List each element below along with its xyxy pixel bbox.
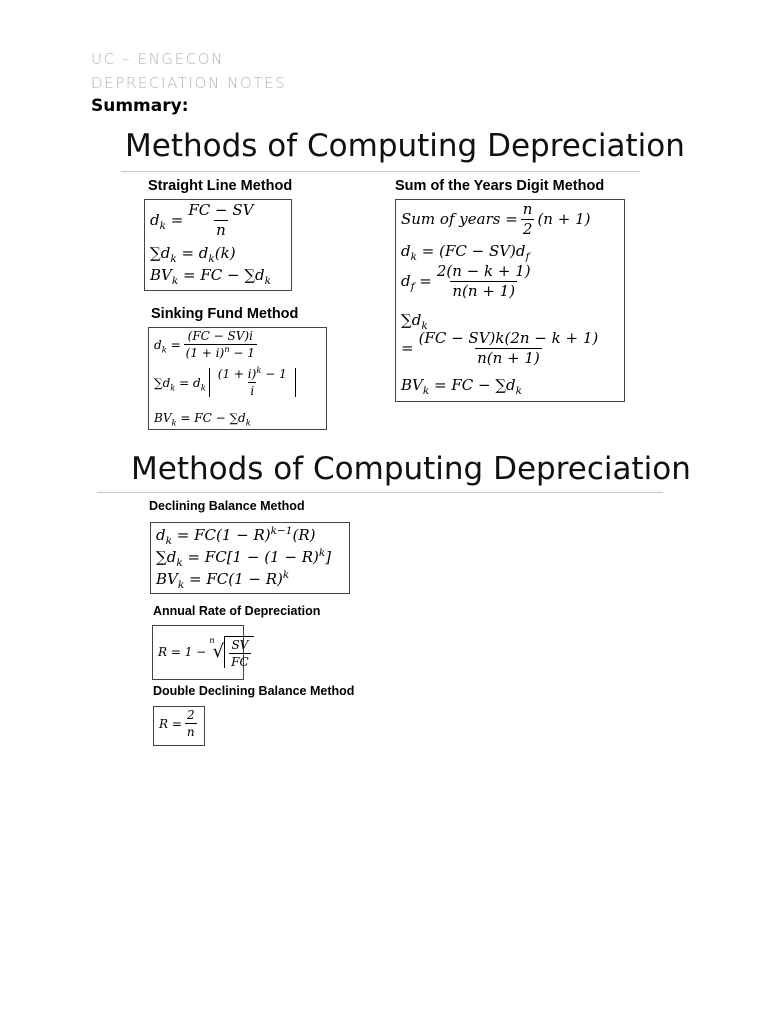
ddb-title: Double Declining Balance Method xyxy=(153,684,355,698)
syd-formula-df: $d_f$ = $\frac{2(n - k + 1)}{n(n + 1)}$ xyxy=(401,262,531,300)
sinking-fund-formula-sum: $\sum d_k = d_k$ $\frac{(1 + i)^k - 1}{i}$ xyxy=(154,368,296,397)
annual-rate-formula: R = 1 − $^n$ √ $\frac{SV}{FC}$ xyxy=(158,636,254,668)
sinking-fund-formula-box xyxy=(148,327,327,430)
syd-formula-bv: $BV_k$ = FC − $\sum d_k$ xyxy=(401,376,523,397)
syd-formula-dk: $d_k = (FC - SV)d_f$ xyxy=(401,242,530,263)
straight-line-title: Straight Line Method xyxy=(148,178,293,194)
straight-line-formula-box xyxy=(144,199,292,291)
panel1-rule xyxy=(121,171,640,172)
annual-rate-title: Annual Rate of Depreciation xyxy=(153,604,321,618)
syd-title: Sum of the Years Digit Method xyxy=(395,178,605,194)
sinking-fund-formula-dk: $d_k$ = $\frac{(FC - SV)i}{(1 + i)^n - 1}$ xyxy=(154,329,255,360)
ddb-formula: R = $\frac{2}{n}$ xyxy=(159,708,195,739)
declining-formula-sum: $\sum d_k = FC[1 - (1 - R)^k]$ xyxy=(156,547,332,569)
topic-header: DEPRECIATION NOTES xyxy=(91,74,287,92)
syd-formula-sum-expansion: = $\frac{(FC - SV)k(2n - k + 1)}{n(n + 1)}$ xyxy=(401,329,599,367)
straight-line-formula-bv: $BV_k$ = FC − $\sum d_k$ xyxy=(150,266,272,287)
syd-formula-sum-years: Sum of years = $\frac{n}{2}$ (n + 1) xyxy=(401,200,591,238)
sinking-fund-formula-bv: $BV_k$ = FC − $\sum d_k$ xyxy=(154,411,251,428)
syd-formula-sum: $\sum d_k$ xyxy=(401,311,428,332)
summary-label: Summary: xyxy=(91,96,189,116)
declining-formula-bv: $BV_k = FC(1 - R)^k$ xyxy=(156,569,290,591)
panel1-title: Methods of Computing Depreciation xyxy=(125,128,685,164)
declining-formula-dk: $d_k = FC(1 - R)^{k-1}(R)$ xyxy=(156,525,316,547)
ddb-formula-box xyxy=(153,706,205,746)
panel2-title: Methods of Computing Depreciation xyxy=(131,451,691,487)
sinking-fund-title: Sinking Fund Method xyxy=(151,306,299,322)
syd-formula-box xyxy=(395,199,625,402)
panel2-rule xyxy=(97,492,663,493)
declining-balance-title: Declining Balance Method xyxy=(149,499,305,513)
course-header: UC – ENGECON xyxy=(91,50,224,68)
straight-line-formula-sum: $\sum d_k = d_k(k)$ xyxy=(150,244,236,265)
annual-rate-formula-box xyxy=(152,625,249,680)
straight-line-formula-dk: $d_k$ = $\frac{FC - SV}{n}$ xyxy=(150,201,254,239)
declining-balance-formula-box xyxy=(150,522,350,594)
